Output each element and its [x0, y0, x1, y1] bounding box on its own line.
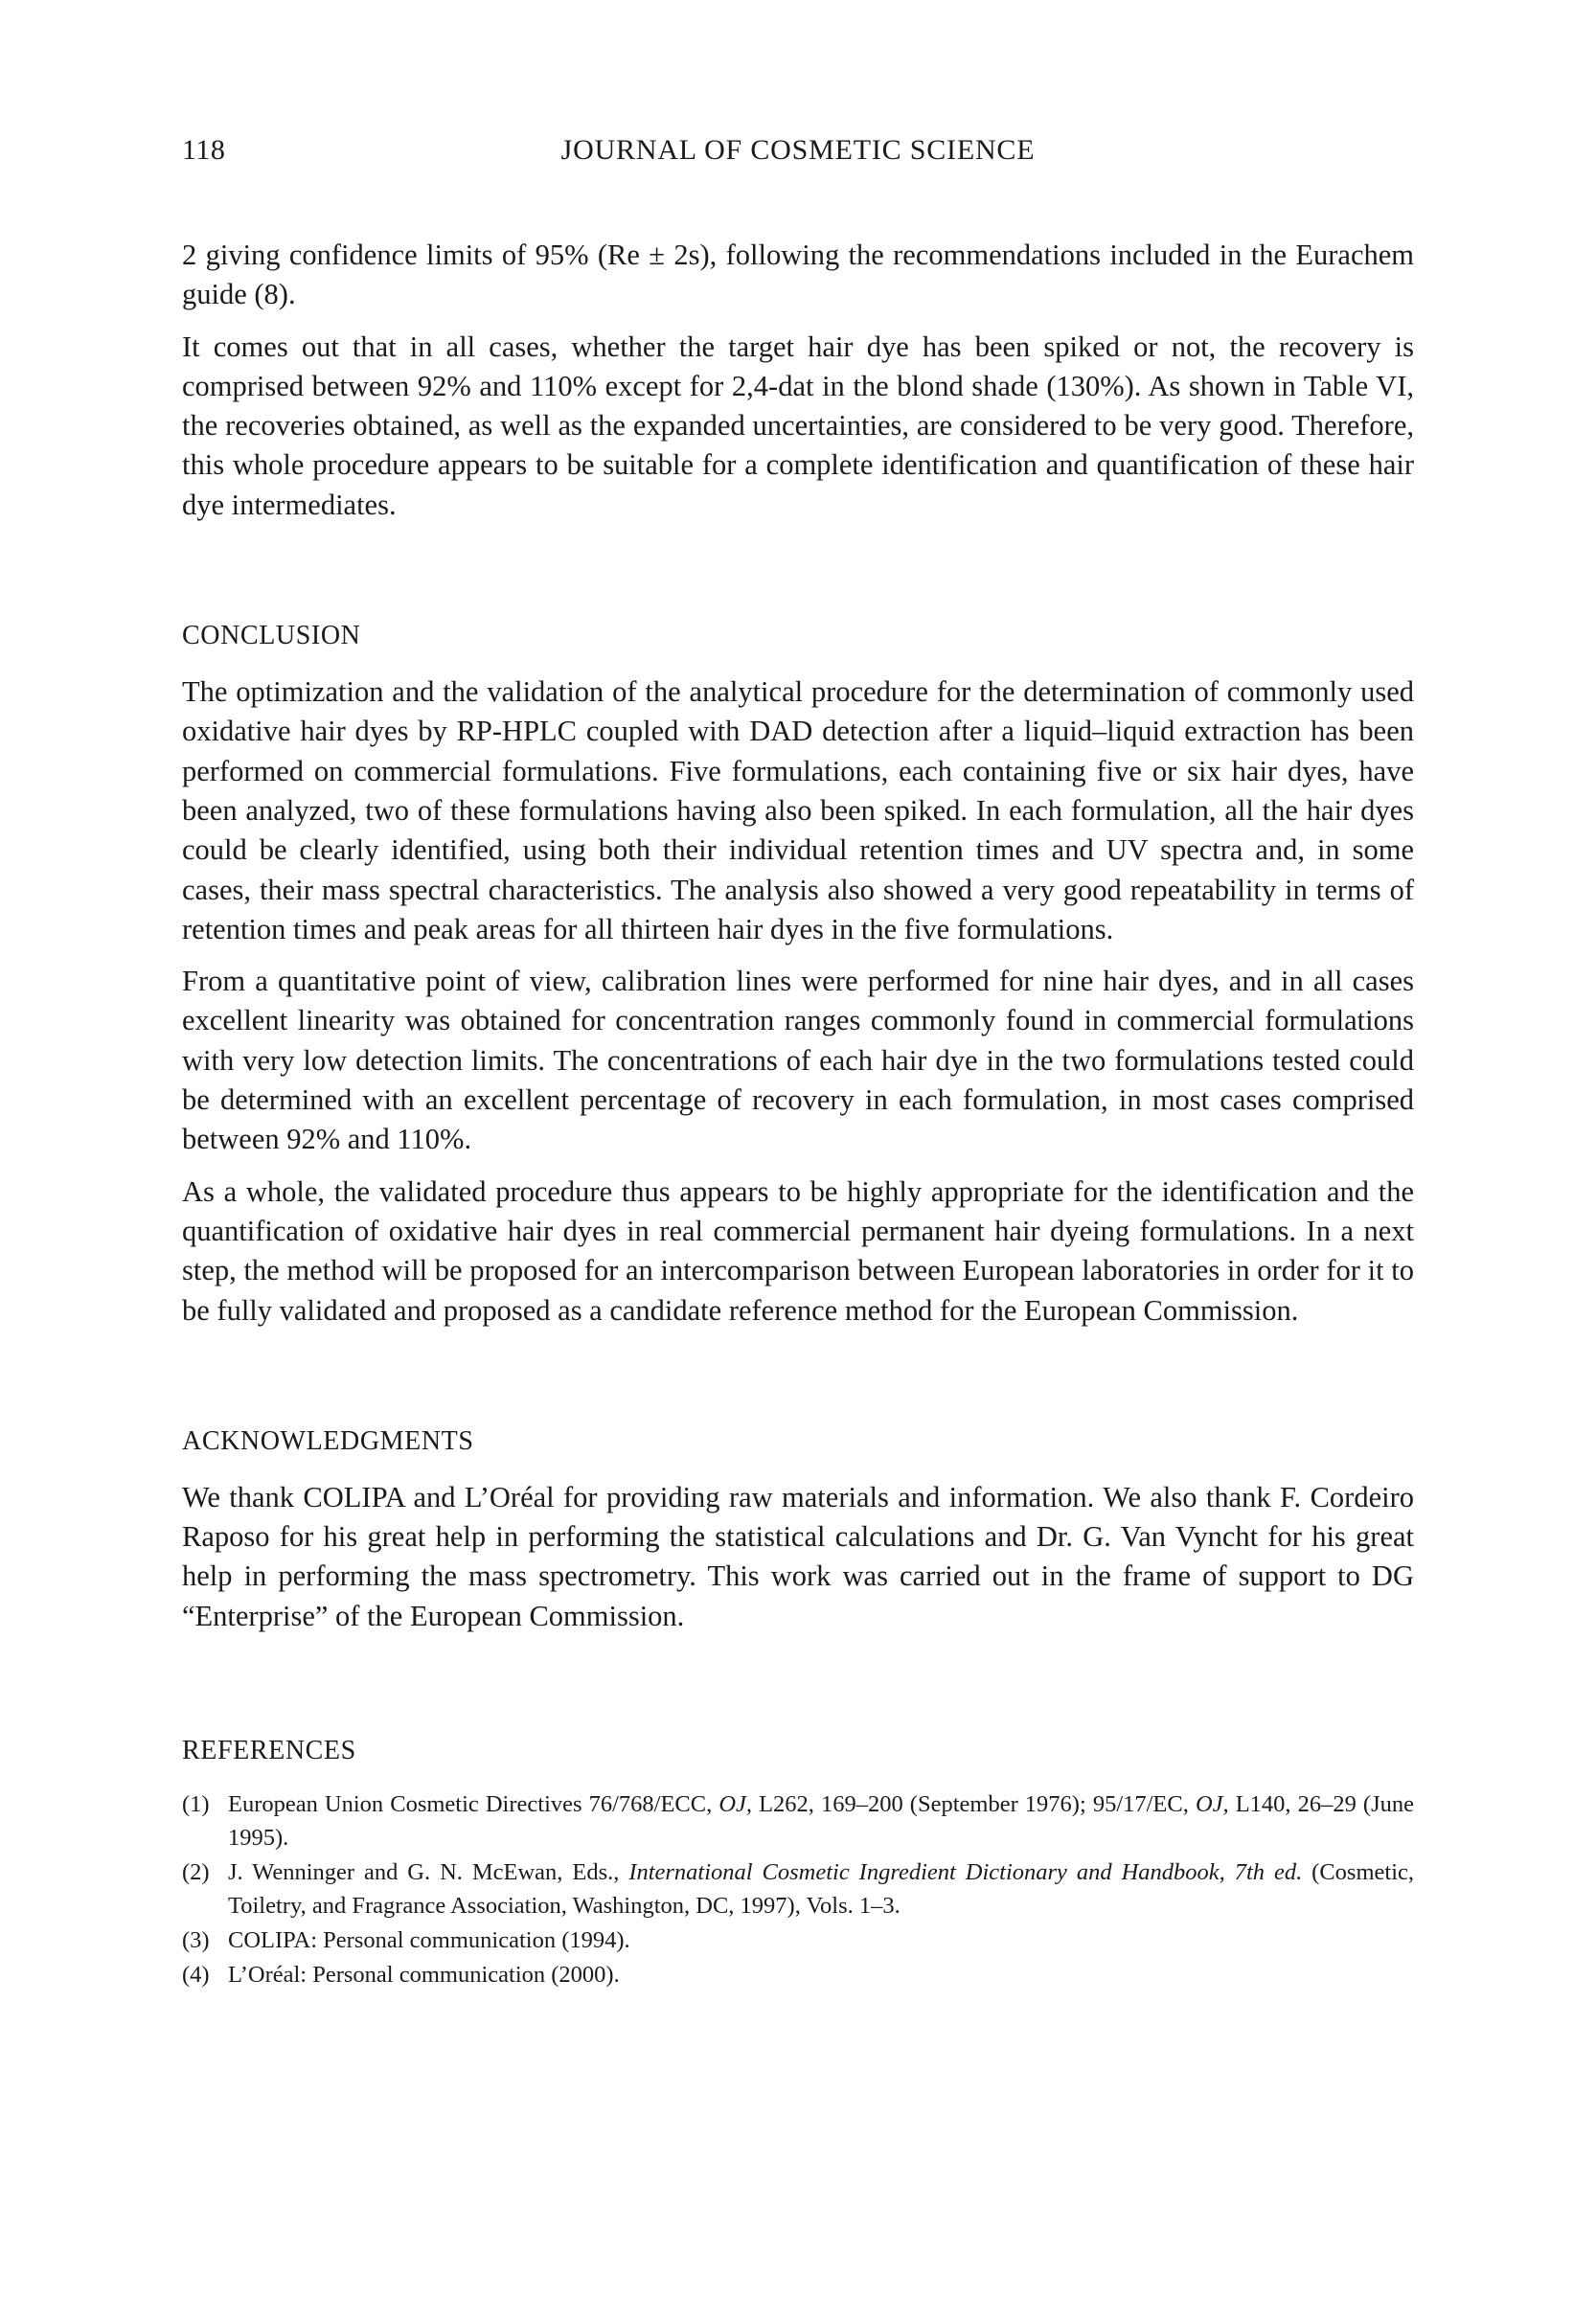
reference-text: (Cosmetic, Toiletry, and Fragrance Association, Washington, DC, 1997), Vols. 1–3.	[228, 1859, 1414, 1920]
conclusion-paragraph-3: As a whole, the validated procedure thus appears to be highly appropriate for the identification and the quantification of oxidative hair dyes in real commercial permanent hair dyeing formulations. In a next step, the method will be proposed for an intercomparison between European laboratories in order for it to be fully validated and proposed as a candidate reference method for the European Commission.	[182, 1174, 1414, 1327]
intro-paragraph-1: 2 giving confidence limits of 95% (Re ± 2s), following the recommendations included in the Eurachem guide (8).	[182, 239, 1414, 311]
conclusion-paragraph-2: From a quantitative point of view, calibration lines were performed for nine hair dyes, and in all cases excellent linearity was obtained for concentration ranges commonly found in commercial formulations with very low detection limits. The concentrations of each hair dye in the two formulations tested could be determined with an excellent percentage of recovery in each formulation, in most cases comprised between 92% and 110%.	[182, 965, 1414, 1156]
reference-number: (4)	[182, 1962, 210, 1989]
reference-number: (1)	[182, 1791, 210, 1818]
reference-item	[182, 1958, 1414, 1991]
conclusion-heading: CONCLUSION	[182, 621, 361, 651]
reference-number: (2)	[182, 1859, 210, 1886]
acknowledgments-paragraph: We thank COLIPA and L’Oréal for providing raw materials and information. We also thank F. Cordeiro Raposo for his great help in performing the statistical calculations and Dr. G. Van Vyncht for his great help in performing the mass spectrometry. This work was carried out in the frame of support to DG “Enterprise” of the European Commission.	[182, 1480, 1414, 1632]
reference-text: J. Wenninger and G. N. McEwan, Eds.,	[228, 1859, 629, 1886]
reference-text: COLIPA: Personal communication (1994).	[228, 1927, 630, 1954]
conclusion-paragraph-1: The optimization and the validation of the analytical procedure for the determination of commonly used oxidative hair dyes by RP-HPLC coupled with DAD detection after a liquid–liquid extraction has been performed on commercial formulations. Five formulations, each containing five or six hair dyes, have been analyzed, two of these formulations having also been spiked. In each formulation, all the hair dyes could be clearly identified, using both their individual retention times and UV spectra and, in some cases, their mass spectral characteristics. The analysis also showed a very good repeatability in terms of retention times and peak areas for all thirteen hair dyes in the five formulations.	[182, 675, 1414, 945]
reference-list	[182, 1787, 1414, 1991]
reference-item	[182, 1855, 1414, 1923]
reference-number: (3)	[182, 1927, 210, 1954]
acknowledgments-heading: ACKNOWLEDGMENTS	[182, 1425, 474, 1456]
intro-paragraph-2: It comes out that in all cases, whether the target hair dye has been spiked or not, the recovery is comprised between 92% and 110% except for 2,4-dat in the blond shade (130%). As shown in Table VI, the recoveries obtained, as well as the expanded uncertainties, are considered to be very good. Therefore, this whole procedure appears to be suitable for a complete identification and quantification of these hair dye intermediates.	[182, 330, 1414, 521]
reference-item	[182, 1787, 1414, 1855]
running-header	[182, 134, 1414, 172]
reference-text: European Union Cosmetic Directives 76/768/ECC,	[228, 1791, 719, 1818]
reference-book-title: International Cosmetic Ingredient Dictionary and Handbook, 7th ed.	[628, 1859, 1303, 1886]
reference-text: L’Oréal: Personal communication (2000).	[228, 1962, 620, 1989]
reference-text: L262, 169–200 (September 1976); 95/17/EC,	[752, 1791, 1196, 1818]
page-number: 118	[182, 134, 226, 166]
reference-text: L140, 26–29 (June 1995).	[228, 1791, 1414, 1852]
reference-journal: OJ,	[718, 1791, 753, 1818]
reference-journal: OJ,	[1195, 1791, 1229, 1818]
journal-title: JOURNAL OF COSMETIC SCIENCE	[560, 134, 1036, 166]
article-body	[182, 236, 1414, 1991]
reference-item	[182, 1923, 1414, 1957]
references-heading: REFERENCES	[182, 1736, 356, 1766]
